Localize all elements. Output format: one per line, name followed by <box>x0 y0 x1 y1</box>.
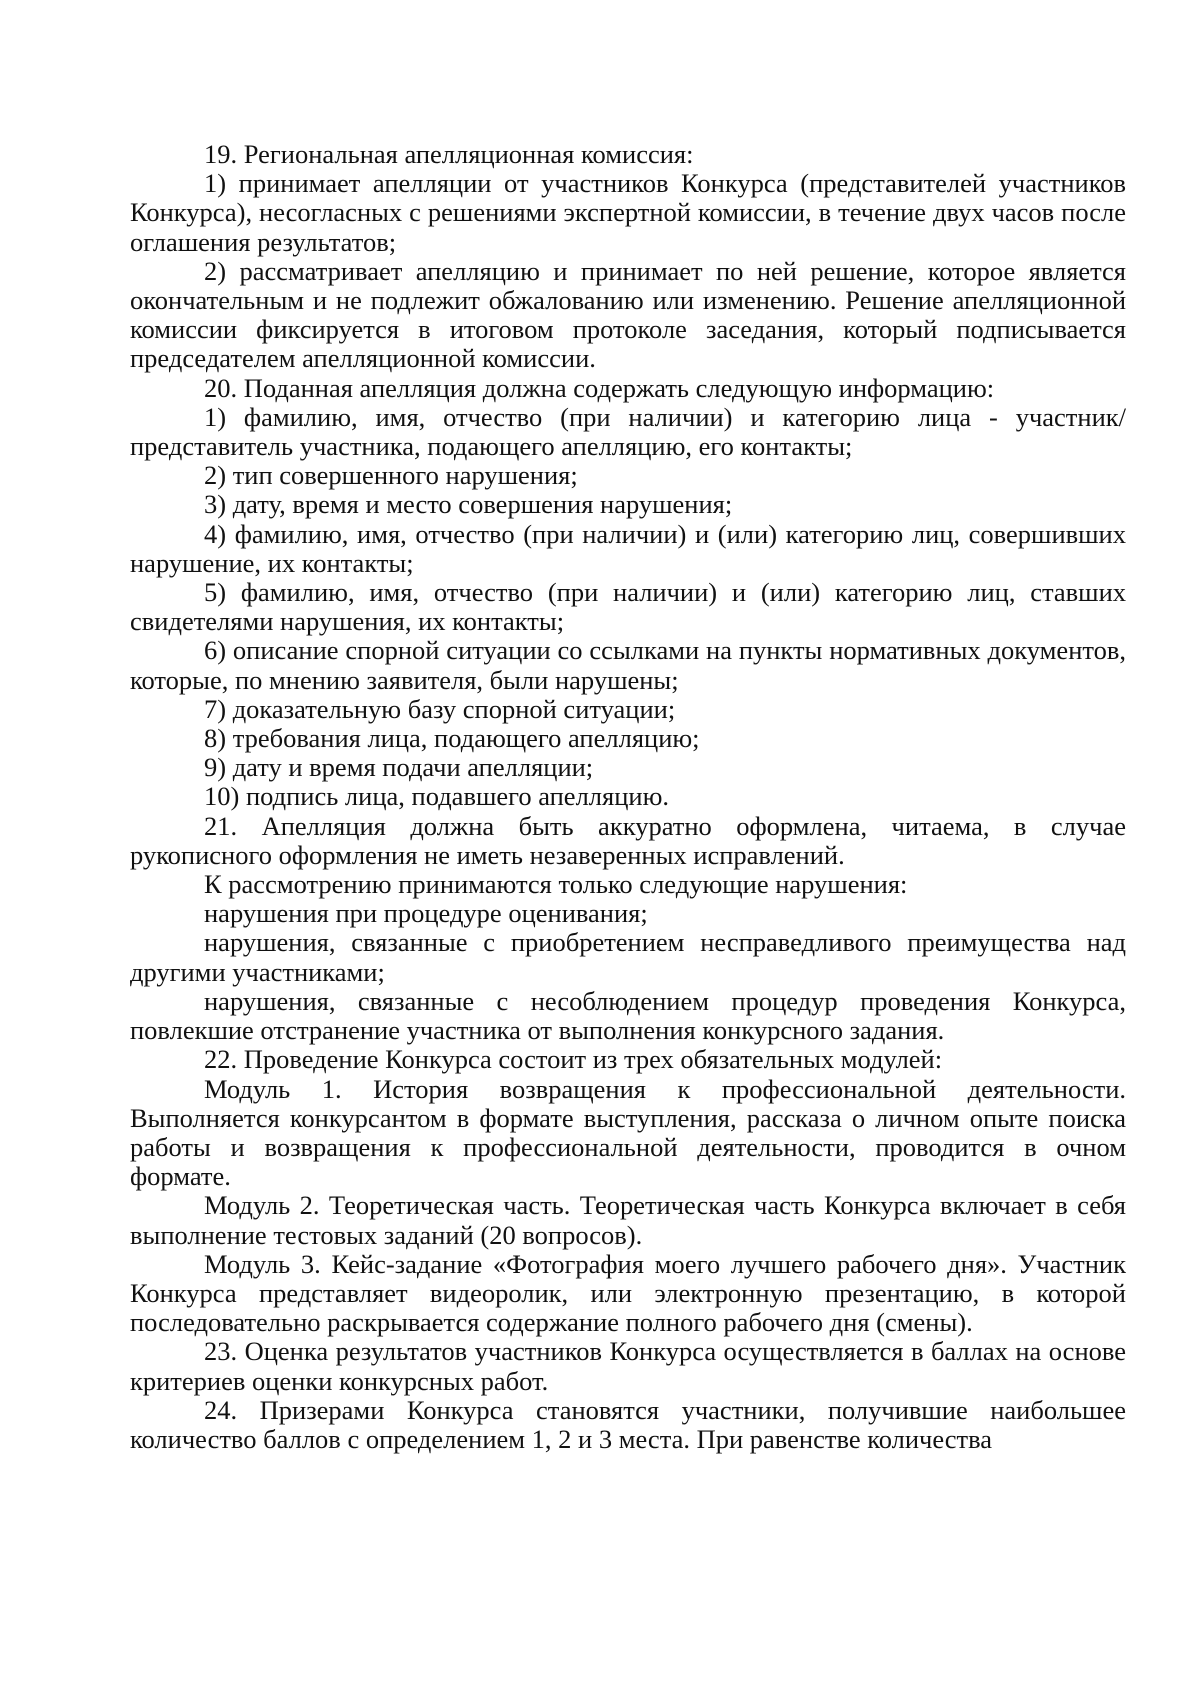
paragraph-21-accepted-intro: К рассмотрению принимаются только следующие нарушения: <box>204 869 908 900</box>
paragraph-21-violation-1: нарушения при процедуре оценивания; <box>204 898 648 929</box>
paragraph-23: 23. Оценка результатов участников Конкурса осуществляется в баллах на основе критериев оценки конкурсных работ. <box>130 1336 1126 1396</box>
paragraph-20-item-2: 2) тип совершенного нарушения; <box>204 460 578 491</box>
paragraph-20-item-6: 6) описание спорной ситуации со ссылками на пункты нормативных документов, которые, по мнению заявителя, были нарушены; <box>130 635 1126 695</box>
document-page <box>130 140 1126 1454</box>
paragraph-19-item-2: 2) рассматривает апелляцию и принимает по ней решение, которое является окончательным и не подлежит обжалованию или изменению. Решение апелляционной комиссии фиксируется в итоговом протоколе заседания, который подписывается председателем апелляционной комиссии. <box>130 255 1126 374</box>
paragraph-20-item-3: 3) дату, время и место совершения нарушения; <box>204 489 733 520</box>
paragraph-21-violation-3: нарушения, связанные с несоблюдением процедур проведения Конкурса, повлекшие отстранение участника от выполнения конкурсного задания. <box>130 985 1126 1046</box>
paragraph-20-item-8: 8) требования лица, подающего апелляцию; <box>204 723 700 754</box>
paragraph-20-item-4: 4) фамилию, имя, отчество (при наличии) и (или) категорию лиц, совершивших нарушение, их контакты; <box>130 518 1126 578</box>
paragraph-20-item-7: 7) доказательную базу спорной ситуации; <box>204 693 676 724</box>
paragraph-19-item-1: 1) принимает апелляции от участников Конкурса (представителей участников Конкурса), несогласных с решениями экспертной комиссии, в течение двух часов после оглашения результатов; <box>130 168 1126 257</box>
paragraph-20-item-1: 1) фамилию, имя, отчество (при наличии) и категорию лица - участник/представитель участника, подающего апелляцию, его контакты; <box>130 401 1126 462</box>
paragraph-20-item-9: 9) дату и время подачи апелляции; <box>204 752 594 783</box>
paragraph-22-module-2: Модуль 2. Теоретическая часть. Теоретическая часть Конкурса включает в себя выполнение тестовых заданий (20 вопросов). <box>130 1190 1126 1250</box>
paragraph-20-item-10: 10) подпись лица, подавшего апелляцию. <box>204 781 669 812</box>
paragraph-22-module-1: Модуль 1. История возвращения к профессиональной деятельности. Выполняется конкурсантом в формате выступления, рассказа о личном опыте поиска работы и возвращения к профессиональной деятельности, проводится в очном формате. <box>130 1073 1126 1192</box>
paragraph-21-violation-2: нарушения, связанные с приобретением несправедливого преимущества над другими участниками; <box>130 927 1126 987</box>
paragraph-20-item-5: 5) фамилию, имя, отчество (при наличии) и (или) категорию лиц, ставших свидетелями нарушения, их контакты; <box>130 577 1126 637</box>
paragraph-24: 24. Призерами Конкурса становятся участники, получившие наибольшее количество баллов с определением 1, 2 и 3 места. При равенстве количества <box>130 1394 1126 1454</box>
paragraph-22-heading: 22. Проведение Конкурса состоит из трех обязательных модулей: <box>204 1044 943 1075</box>
paragraph-19-heading: 19. Региональная апелляционная комиссия: <box>204 139 694 169</box>
paragraph-21: 21. Апелляция должна быть аккуратно оформлена, читаема, в случае рукописного оформления не иметь незаверенных исправлений. <box>130 810 1126 870</box>
paragraph-22-module-3: Модуль 3. Кейс-задание «Фотография моего лучшего рабочего дня». Участник Конкурса представляет видеоролик, или электронную презентацию, в которой последовательно раскрывается содержание полного рабочего дня (смены). <box>130 1248 1126 1338</box>
paragraph-20-heading: 20. Поданная апелляция должна содержать следующую информацию: <box>204 372 995 403</box>
